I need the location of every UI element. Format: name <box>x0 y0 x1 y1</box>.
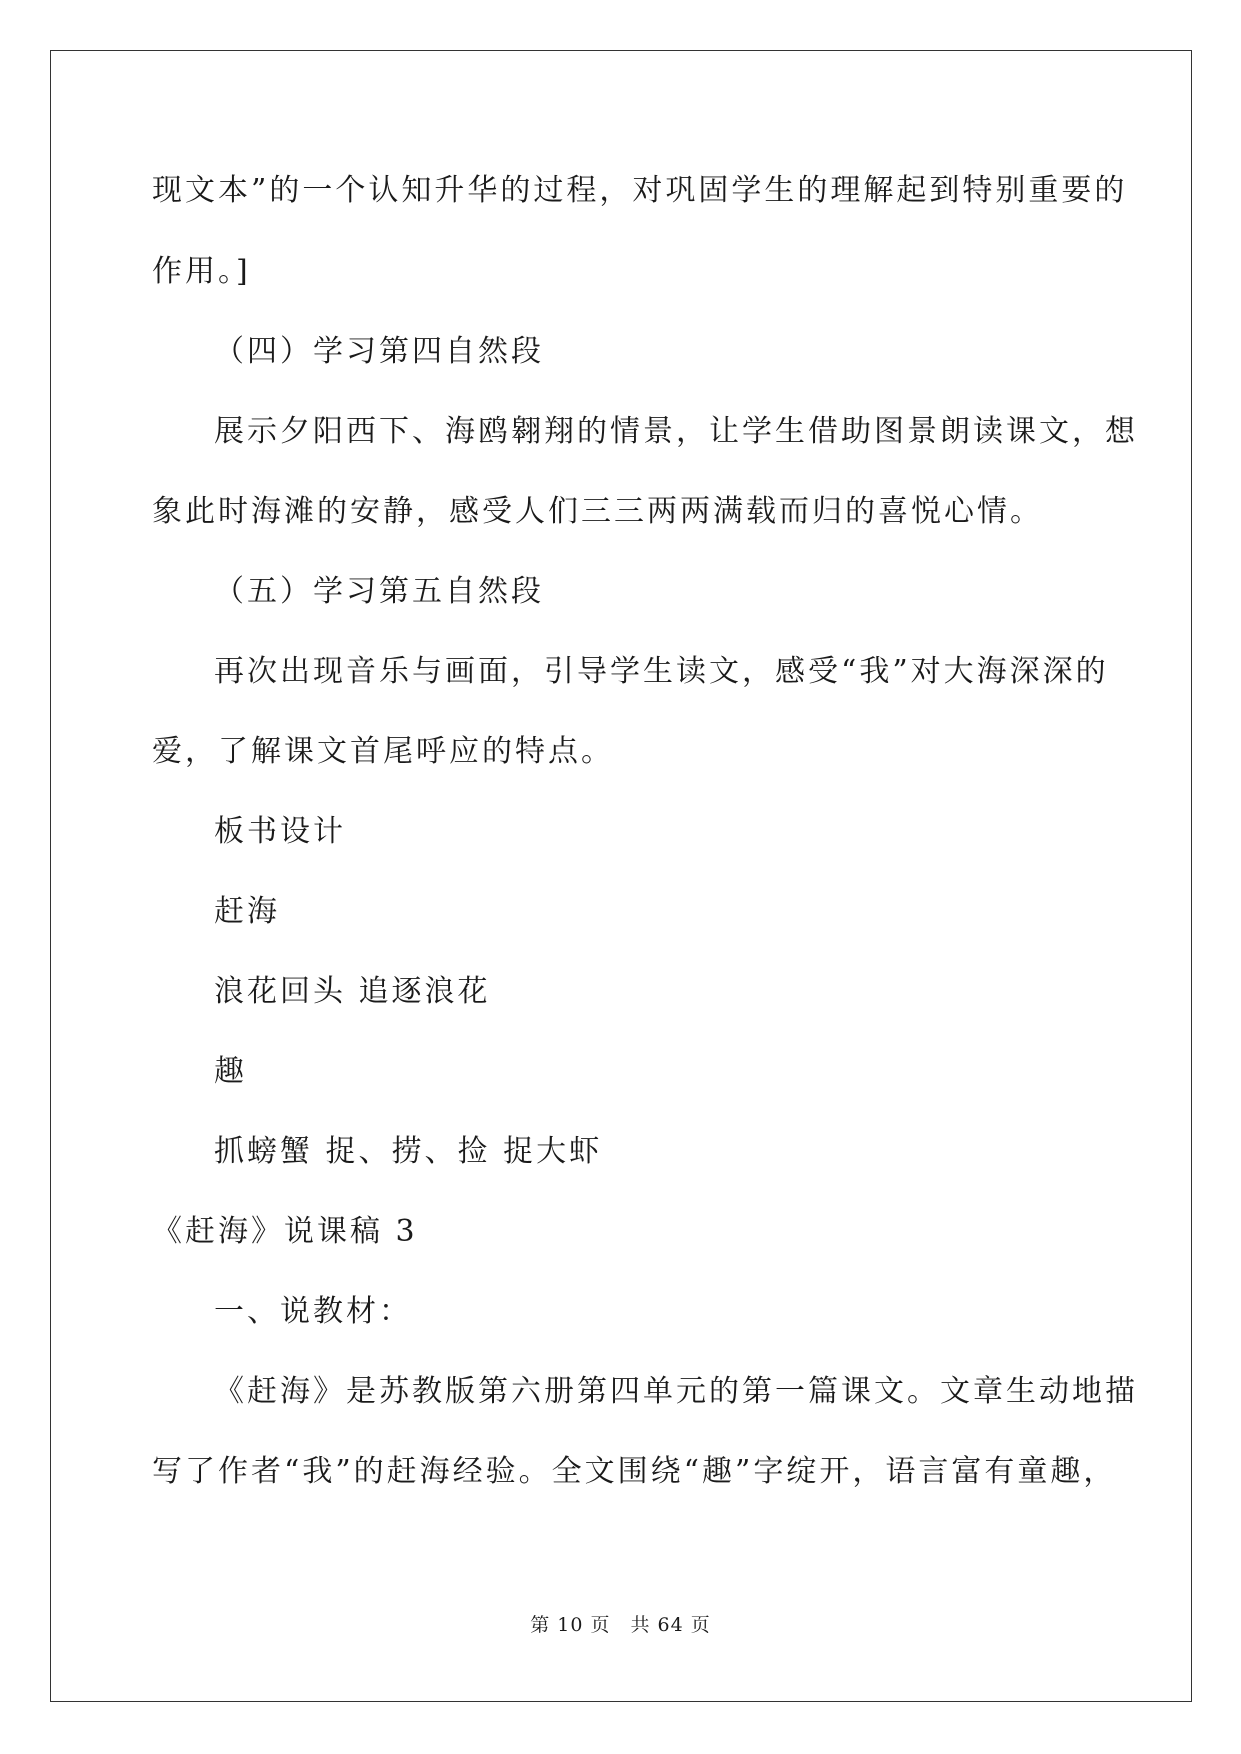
body-line-5: 象此时海滩的安静，感受人们三三两两满载而归的喜悦心情。 <box>152 494 1043 529</box>
body-line-4: 展示夕阳西下、海鸥翱翔的情景，让学生借助图景朗读课文，想 <box>214 414 1138 449</box>
article-title: 《赶海》说课稿 3 <box>152 1214 418 1249</box>
board-line-waves: 浪花回头 追逐浪花 <box>214 974 491 1009</box>
section-heading-textbook: 一、说教材： <box>214 1294 412 1329</box>
board-line-actions: 抓螃蟹 捉、捞、捡 捉大虾 <box>214 1134 603 1169</box>
body-line-17: 写了作者“我”的赶海经验。全文围绕“趣”字绽开，语言富有童趣， <box>152 1454 1117 1489</box>
body-line-1: 现文本”的一个认知升华的过程，对巩固学生的理解起到特别重要的 <box>152 173 1128 208</box>
body-line-2: 作用。] <box>152 254 251 289</box>
page-total: 共 64 页 <box>630 1614 711 1636</box>
board-line-title: 赶海 <box>214 894 280 929</box>
board-design-heading: 板书设计 <box>214 814 346 849</box>
body-line-7: 再次出现音乐与画面，引导学生读文，感受“我”对大海深深的 <box>214 654 1109 689</box>
page-footer <box>0 1613 1241 1637</box>
section-heading-5: （五）学习第五自然段 <box>214 574 544 609</box>
body-line-16: 《赶海》是苏教版第六册第四单元的第一篇课文。文章生动地描 <box>214 1374 1138 1409</box>
page-number: 第 10 页 <box>530 1614 611 1636</box>
board-line-fun: 趣 <box>214 1054 247 1089</box>
body-line-8: 爱，了解课文首尾呼应的特点。 <box>152 734 614 769</box>
section-heading-4: （四）学习第四自然段 <box>214 334 544 369</box>
